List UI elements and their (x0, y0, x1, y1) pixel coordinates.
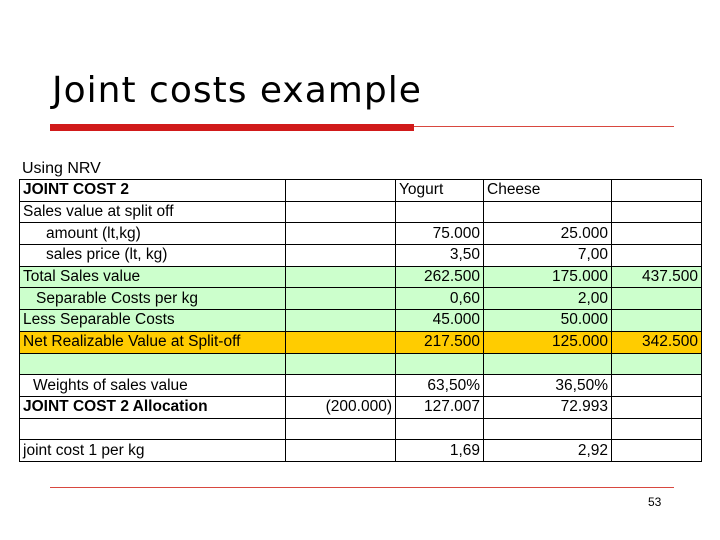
cell: 36,50% (484, 375, 612, 397)
cell: 45.000 (396, 310, 484, 332)
cell (286, 375, 396, 397)
cell (612, 440, 702, 462)
row-label: JOINT COST 2 (20, 180, 286, 202)
table-row (20, 180, 702, 202)
cell (286, 180, 396, 202)
row-label (20, 353, 286, 375)
table-row (20, 418, 702, 440)
table-row (20, 201, 702, 223)
cell (484, 201, 612, 223)
cell: 437.500 (612, 266, 702, 288)
cell (612, 375, 702, 397)
cell (286, 353, 396, 375)
table-row (20, 266, 702, 288)
table-row (20, 375, 702, 397)
row-label: Total Sales value (20, 266, 286, 288)
table-row (20, 331, 702, 353)
table-row (20, 223, 702, 245)
cell: 125.000 (484, 331, 612, 353)
row-label: Sales value at split off (20, 201, 286, 223)
cell (612, 310, 702, 332)
cell: 75.000 (396, 223, 484, 245)
cell (612, 180, 702, 202)
cell (612, 288, 702, 310)
cell (484, 353, 612, 375)
cell: 50.000 (484, 310, 612, 332)
cell (286, 266, 396, 288)
cell (612, 223, 702, 245)
column-header-cheese: Cheese (484, 180, 612, 202)
table-row (20, 396, 702, 418)
cell: 63,50% (396, 375, 484, 397)
table-row (20, 288, 702, 310)
cell: 2,92 (484, 440, 612, 462)
row-label: amount (lt,kg) (20, 223, 286, 245)
footer-divider (50, 487, 674, 488)
cell: 7,00 (484, 245, 612, 267)
table-row (20, 440, 702, 462)
cell (396, 418, 484, 440)
cell (286, 288, 396, 310)
cell: 0,60 (396, 288, 484, 310)
cell: 262.500 (396, 266, 484, 288)
cell (286, 418, 396, 440)
page-number: 53 (648, 495, 662, 509)
row-label: sales price (lt, kg) (20, 245, 286, 267)
table-row (20, 353, 702, 375)
cell: 127.007 (396, 396, 484, 418)
cell (484, 418, 612, 440)
row-label: joint cost 1 per kg (20, 440, 286, 462)
cell: 1,69 (396, 440, 484, 462)
table-row (20, 310, 702, 332)
table-row (20, 245, 702, 267)
cell (396, 201, 484, 223)
cell (612, 418, 702, 440)
title-accent-bar (50, 124, 414, 131)
cell: 217.500 (396, 331, 484, 353)
cell: 3,50 (396, 245, 484, 267)
cell (286, 310, 396, 332)
cell (612, 353, 702, 375)
cell: (200.000) (286, 396, 396, 418)
cell (286, 331, 396, 353)
cell (286, 223, 396, 245)
cell: 175.000 (484, 266, 612, 288)
cell: 25.000 (484, 223, 612, 245)
nrv-table (19, 179, 702, 462)
row-label: JOINT COST 2 Allocation (20, 396, 286, 418)
cell: 2,00 (484, 288, 612, 310)
column-header-yogurt: Yogurt (396, 180, 484, 202)
cell (286, 245, 396, 267)
cell (286, 201, 396, 223)
title-accent-line (414, 126, 674, 127)
cell (612, 201, 702, 223)
cell (612, 396, 702, 418)
cell: 72.993 (484, 396, 612, 418)
row-label: Separable Costs per kg (20, 288, 286, 310)
row-label: Net Realizable Value at Split-off (20, 331, 286, 353)
row-label: Less Separable Costs (20, 310, 286, 332)
cell (396, 353, 484, 375)
table-caption: Using NRV (22, 160, 101, 177)
cell: 342.500 (612, 331, 702, 353)
row-label (20, 418, 286, 440)
slide-title: Joint costs example (52, 70, 422, 111)
row-label: Weights of sales value (20, 375, 286, 397)
cell (286, 440, 396, 462)
cell (612, 245, 702, 267)
